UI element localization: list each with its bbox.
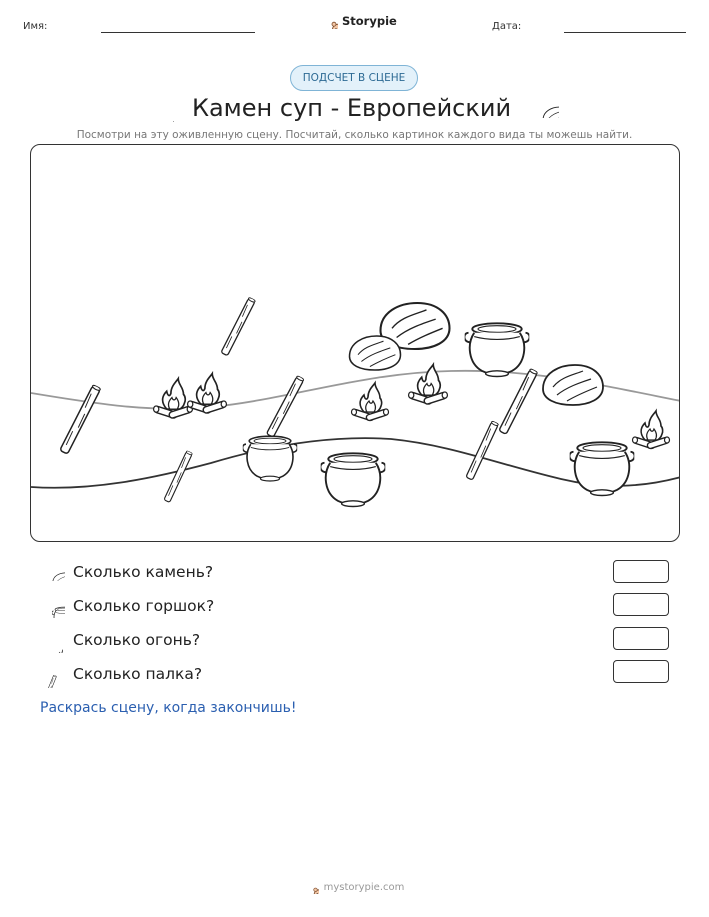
pot-icon [39, 594, 65, 618]
pot-icon [569, 442, 634, 495]
stone-icon [350, 336, 401, 370]
question-row [38, 660, 202, 688]
stick-icon [164, 450, 193, 502]
brand-name: Storypie [342, 14, 397, 28]
stick-icon [60, 384, 101, 454]
pot-icon [320, 453, 385, 506]
date-label: Дата: [492, 21, 522, 32]
fire-icon [633, 411, 670, 449]
coloring-instruction: Раскрась сцену, когда закончишь! [40, 700, 297, 716]
scene-drawing [31, 145, 680, 542]
pot-icon [243, 436, 298, 481]
question-text: Сколько горшок? [73, 597, 215, 615]
carrot-icon [150, 92, 174, 122]
fire-icon [352, 383, 389, 421]
question-row [38, 626, 200, 654]
fire-icon [41, 627, 63, 653]
title-text: Камен суп - Европейский [191, 94, 512, 122]
footer-site[interactable]: mystorypie.com [323, 881, 405, 893]
brand-logo [322, 13, 397, 29]
stone-icon [39, 563, 65, 581]
question-row [38, 592, 214, 620]
fire-icon [188, 374, 227, 414]
scene-items [60, 297, 670, 507]
stick-icon [499, 368, 538, 434]
name-label: Имя: [23, 21, 48, 32]
stick-icon [221, 297, 256, 356]
storypie-logo-icon [305, 880, 319, 894]
stick-icon [466, 421, 499, 480]
question-text: Сколько палка? [73, 665, 203, 683]
stick-icon [45, 660, 59, 688]
date-field[interactable] [564, 32, 686, 33]
footer [0, 880, 709, 894]
answer-box[interactable] [613, 660, 669, 683]
question-row [38, 558, 213, 586]
answer-box[interactable] [613, 560, 669, 583]
stone-icon [525, 94, 559, 118]
pot-icon [464, 323, 529, 376]
stick-icon [266, 375, 304, 437]
answer-box[interactable] [613, 593, 669, 616]
instructions: Посмотри на эту оживленную сцену. Посчитай, сколько картинок каждого вида ты можешь найти. [76, 129, 633, 141]
fire-icon [154, 379, 193, 419]
storypie-logo-icon [322, 13, 338, 29]
activity-badge: ПОДСЧЕТ В СЦЕНЕ [290, 65, 418, 91]
stone-icon [543, 365, 603, 405]
name-field[interactable] [101, 32, 255, 33]
answer-box[interactable] [613, 627, 669, 650]
page-title [0, 92, 709, 122]
question-text: Сколько огонь? [73, 631, 201, 649]
counting-scene [30, 144, 680, 542]
question-text: Сколько камень? [73, 563, 214, 581]
